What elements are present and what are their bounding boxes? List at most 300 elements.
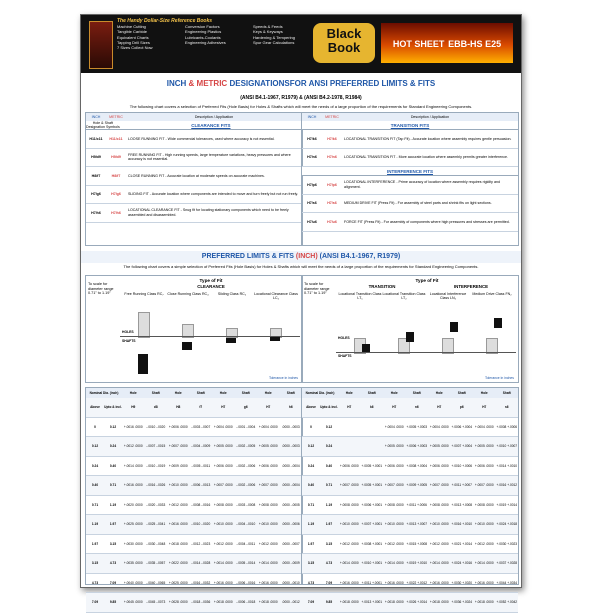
promo-item: Engineering Plastics bbox=[185, 29, 222, 35]
subhead-cell: H7 bbox=[482, 405, 487, 410]
col-inch: INCH bbox=[307, 115, 317, 119]
fit-row bbox=[86, 149, 302, 168]
table-cell: 7.09 bbox=[307, 600, 315, 605]
clearance-rows bbox=[86, 130, 302, 223]
table-cell: -.0008 -.0016 bbox=[191, 502, 211, 507]
head-cell: Hole bbox=[129, 391, 137, 395]
transition-interference-diagram bbox=[301, 275, 519, 383]
head-cell: Hole bbox=[480, 391, 488, 395]
col-desc: Description / Application bbox=[194, 115, 234, 119]
table-cell: 0.40 bbox=[109, 463, 117, 468]
logo-text-bottom: Book bbox=[327, 40, 361, 55]
table-cell: +.0016 .0000 bbox=[339, 580, 359, 585]
transition-limits-table bbox=[301, 387, 519, 605]
table-cell: 1.19 bbox=[325, 502, 333, 507]
table-cell: 4.73 bbox=[109, 561, 117, 566]
table-cell: 1.97 bbox=[307, 541, 315, 546]
interference-group-label: INTERFERENCE bbox=[453, 284, 489, 289]
table-cell: +.0013 +.0001 bbox=[361, 600, 383, 605]
table-cell: 9.85 bbox=[325, 600, 333, 605]
table-cell: +.0024 +.0018 bbox=[496, 522, 518, 527]
table-cell: +.0019 +.0010 bbox=[406, 561, 428, 566]
table-cell: +.0040 .0000 bbox=[123, 580, 143, 585]
clearance-fits-table bbox=[85, 112, 303, 246]
table-cell: 7.09 bbox=[109, 580, 117, 585]
subhead-cell: n6 bbox=[414, 405, 419, 410]
table-cell: .0000 -.0006 bbox=[281, 522, 300, 527]
table-head bbox=[86, 388, 302, 398]
col-metric: METRIC bbox=[325, 115, 339, 119]
table-cell: +.0018 .0000 bbox=[258, 600, 278, 605]
table-cell: 1.19 bbox=[307, 522, 315, 527]
table-cell: 1.97 bbox=[109, 522, 117, 527]
table-cell: -.0045 -.0073 bbox=[146, 600, 166, 605]
table-cell: +.0006 +.0004 bbox=[451, 424, 473, 429]
shaft-tolerance-bar bbox=[494, 318, 502, 328]
table-cell: +.0030 +.0020 bbox=[451, 580, 473, 585]
title-inch: (INCH) bbox=[295, 253, 318, 260]
table-cell: .0000 -.0005 bbox=[281, 502, 300, 507]
table-cell: -.0012 -.0023 bbox=[191, 541, 211, 546]
subhead-cell: Upto & incl. bbox=[104, 405, 122, 410]
table-cell: +.0014 .0000 bbox=[213, 561, 233, 566]
table-cell: -.0035 -.0057 bbox=[146, 561, 166, 566]
table-cell: +.0028 .0000 bbox=[168, 600, 188, 605]
promo-col-1 bbox=[117, 24, 181, 45]
table-cell: +.0052 +.0042 bbox=[496, 600, 518, 605]
table-cell: 1.19 bbox=[91, 522, 99, 527]
table-cell: 3.15 bbox=[307, 561, 315, 566]
table-cell: +.0014 +.0010 bbox=[496, 463, 518, 468]
title-pre: PREFERRED LIMITS & FITS bbox=[201, 253, 294, 260]
subhead-cell: H8 bbox=[176, 405, 181, 410]
table-cell: +.0004 .0000 bbox=[384, 424, 404, 429]
table-row bbox=[86, 593, 302, 613]
table-subhead bbox=[86, 398, 302, 418]
table-cell: 4.73 bbox=[325, 561, 333, 566]
table-subtitle bbox=[86, 121, 302, 130]
fit-row bbox=[302, 176, 518, 195]
table-head bbox=[302, 388, 518, 398]
table-cell: +.0013 +.0008 bbox=[451, 502, 473, 507]
subhead-cell: H7 bbox=[266, 405, 271, 410]
inch-designation: H7/u6 bbox=[307, 219, 317, 224]
sheet-header bbox=[81, 15, 521, 73]
table-cell: +.0007 .0000 bbox=[339, 483, 359, 488]
table-cell: .0000 -.0004 bbox=[281, 483, 300, 488]
table-cell: +.0004 .0000 bbox=[258, 424, 278, 429]
inch-designation: H7/g6 bbox=[91, 192, 101, 197]
section1-intro: The following chart covers a selection of Preferred Fits (Hole Basis) for Holes & Shafts which will meet the needs of a large proportion of the requirements for Standard Engineering Components. bbox=[129, 104, 473, 109]
inch-designation: H7/s6 bbox=[307, 201, 317, 206]
section2-title bbox=[81, 251, 521, 263]
clearance-fit-diagram bbox=[85, 275, 303, 383]
metric-designation: H8/f7 bbox=[111, 173, 121, 178]
table-cell: 0.40 bbox=[325, 463, 333, 468]
head-cell: Nominal Dia. (inch) bbox=[305, 391, 335, 395]
table-row bbox=[86, 457, 302, 477]
table-cell: -.0020 -.0033 bbox=[146, 502, 166, 507]
table-cell: +.0005 +.0001 bbox=[361, 483, 383, 488]
table-cell: -.0004 -.0009 bbox=[191, 444, 211, 449]
head-cell: Hole bbox=[435, 391, 443, 395]
table-cell: +.0010 .0000 bbox=[384, 522, 404, 527]
table-cell: +.0016 .0000 bbox=[213, 580, 233, 585]
fit-row bbox=[302, 130, 518, 149]
table-cell: +.0018 .0000 bbox=[168, 541, 188, 546]
table-cell: +.0005 .0000 bbox=[384, 444, 404, 449]
table-cell: +.0006 +.0003 bbox=[406, 444, 428, 449]
clearance-group-label: CLEARANCE bbox=[197, 284, 225, 289]
table-cell: 0.40 bbox=[307, 483, 315, 488]
table-cell: +.0012 .0000 bbox=[429, 541, 449, 546]
table-cell: 0.24 bbox=[91, 463, 99, 468]
fit-description: LOCATIONAL TRANSITION FIT (Tap Fit) - Accurate location where assembly requires gentle persuasion. bbox=[344, 136, 512, 141]
type-of-fit-label: Type of Fit bbox=[415, 278, 439, 283]
table-cell: 0.71 bbox=[307, 502, 315, 507]
table-cell: +.0016 .0000 bbox=[429, 580, 449, 585]
table-subtitle bbox=[302, 121, 518, 130]
hot-sheet-label: HOT SHEET bbox=[392, 39, 445, 49]
zero-line bbox=[336, 352, 516, 353]
metric-designation: H7/n6 bbox=[327, 155, 337, 160]
table-cell: +.0012 .0000 bbox=[123, 444, 143, 449]
table-cell: +.0004 .0000 bbox=[213, 424, 233, 429]
table-row bbox=[302, 457, 518, 477]
table-cell: +.0016 +.0010 bbox=[451, 522, 473, 527]
table-cell: +.0009 .0000 bbox=[168, 463, 188, 468]
transition-interference-table bbox=[301, 112, 519, 246]
subhead-cell: p6 bbox=[459, 405, 464, 410]
table-cell: 7.09 bbox=[91, 600, 99, 605]
table-cell: +.0008 +.0006 bbox=[496, 424, 518, 429]
table-cell: +.0024 +.0016 bbox=[451, 561, 473, 566]
subhead-cell: f7 bbox=[199, 405, 203, 410]
table-row bbox=[86, 574, 302, 594]
table-cell: -.0006 -.0016 bbox=[236, 580, 256, 585]
transition-rows bbox=[302, 130, 518, 232]
logo-text-top: Black bbox=[326, 26, 362, 41]
table-cell: +.0007 +.0001 bbox=[361, 522, 383, 527]
table-cell: +.0022 +.0012 bbox=[406, 580, 428, 585]
table-cell: +.0005 +.0003 bbox=[406, 424, 428, 429]
table-cell: +.0008 .0000 bbox=[339, 502, 359, 507]
fit-row bbox=[86, 204, 302, 223]
title-rest: DESIGNATIONSFOR ANSI PREFERRED LIMITS & FITS bbox=[229, 79, 436, 88]
table-cell: +.0006 .0000 bbox=[384, 463, 404, 468]
fit-col-label: Medium Drive Class FN₂ bbox=[472, 292, 512, 296]
table-cell: +.0013 +.0007 bbox=[406, 522, 428, 527]
table-cell: 1.97 bbox=[325, 522, 333, 527]
table-cell: -.0005 -.0011 bbox=[191, 463, 211, 468]
fit-description: CLOSE RUNNING FIT - Accurate location at moderate speeds on accurate machines. bbox=[128, 173, 265, 178]
table-cell: +.0016 .0000 bbox=[258, 580, 278, 585]
table-cell: +.0022 .0000 bbox=[168, 561, 188, 566]
promo-block bbox=[117, 19, 317, 69]
table-cell: +.0016 .0000 bbox=[384, 580, 404, 585]
promo-item: Machine Cutting bbox=[117, 24, 146, 30]
table-cell: +.0011 +.0001 bbox=[361, 580, 382, 585]
promo-item: Keys & Keyways bbox=[253, 29, 283, 35]
head-cell: Shaft bbox=[196, 391, 205, 395]
inch-designation: H7/p6 bbox=[307, 182, 317, 187]
head-cell: Hole bbox=[264, 391, 272, 395]
table-cell: +.0012 .0000 bbox=[474, 541, 494, 546]
head-cell: Hole bbox=[345, 391, 353, 395]
table-cell: +.0009 +.0005 bbox=[406, 483, 428, 488]
table-cell: +.0004 .0000 bbox=[429, 424, 449, 429]
transition-group-label: TRANSITION bbox=[368, 284, 396, 289]
table-cell: 0 bbox=[94, 424, 96, 429]
section2-intro: The following chart covers a simple selection of Preferred Fits (Hole Basis) for Holes & Shafts which will meet the needs of a large proportion of the requirements for Standard Engineering Components. bbox=[123, 264, 479, 269]
inch-designation: H9/d9 bbox=[91, 155, 101, 160]
table-cell: +.0025 .0000 bbox=[168, 580, 188, 585]
table-subhead bbox=[302, 398, 518, 418]
table-cell: +.0007 .0000 bbox=[213, 483, 233, 488]
fit-row bbox=[302, 149, 518, 168]
table-cell: +.0011 +.0007 bbox=[451, 483, 472, 488]
table-cell: +.0012 .0000 bbox=[168, 502, 188, 507]
head-cell: Shaft bbox=[241, 391, 250, 395]
inch-designation: H7/n6 bbox=[307, 155, 317, 160]
table-cell: +.0016 .0000 bbox=[168, 522, 188, 527]
clearance-fits-heading: CLEARANCE FITS bbox=[191, 122, 231, 128]
table-cell: -.0007 -.0015 bbox=[146, 444, 166, 449]
promo-item: Tapping Drill Sizes bbox=[117, 39, 150, 45]
table-cell: 0.12 bbox=[109, 424, 117, 429]
table-row bbox=[302, 418, 518, 438]
table-cell: .0000 -.0004 bbox=[281, 463, 300, 468]
table-cell: 1.97 bbox=[91, 541, 99, 546]
fit-row bbox=[302, 195, 518, 214]
table-cell: -.0030 -.0048 bbox=[146, 541, 166, 546]
metric-designation: H7/k6 bbox=[327, 136, 337, 141]
table-row bbox=[302, 515, 518, 535]
table-cell: +.0016 +.0012 bbox=[496, 483, 518, 488]
table-cell: +.0020 .0000 bbox=[123, 502, 143, 507]
fit-description: MEDIUM DRIVE FIT (Press Fit) - For assembly of steel parts and shrink fits on light sections. bbox=[344, 201, 492, 206]
subhead-cell: Upto & incl. bbox=[320, 405, 338, 410]
table-body bbox=[86, 398, 302, 613]
fit-description: LOCATIONAL TRANSITION FIT - More accurate location where assembly permits greater interference. bbox=[344, 155, 509, 160]
table-row bbox=[86, 418, 302, 438]
col-inch: INCH bbox=[91, 115, 101, 119]
hole-tolerance-bar bbox=[138, 312, 150, 338]
table-cell: -.0016 -.0026 bbox=[146, 483, 166, 488]
table-cell: +.0006 .0000 bbox=[429, 463, 449, 468]
table-cell: +.0014 .0000 bbox=[123, 463, 143, 468]
table-cell: +.0007 .0000 bbox=[168, 444, 188, 449]
table-cell: -.0002 -.0006 bbox=[236, 463, 256, 468]
table-cell: 0.40 bbox=[91, 483, 99, 488]
fit-description: FREE RUNNING FIT - High running speeds, large temperature variations, heavy pressures and where accuracy is not essential. bbox=[128, 152, 291, 162]
subhead-cell: Above bbox=[306, 405, 316, 410]
table-row bbox=[302, 437, 518, 457]
table-cell: +.0005 .0000 bbox=[429, 444, 449, 449]
promo-item: Tangible Carbide bbox=[117, 29, 148, 35]
table-cell: -.0002 -.0006 bbox=[236, 483, 256, 488]
table-cell: -.0040 -.0065 bbox=[146, 580, 166, 585]
metric-designation: H7/g6 bbox=[111, 192, 121, 197]
subhead-cell: h6 bbox=[288, 405, 293, 410]
shaft-tolerance-bar bbox=[138, 354, 148, 374]
table-cell: +.0016 .0000 bbox=[123, 483, 143, 488]
promo-footer: 7 Sizes Collect Now bbox=[117, 45, 153, 51]
table-row bbox=[86, 476, 302, 496]
table-cell: +.0008 +.0004 bbox=[406, 463, 428, 468]
table-cell: -.0010 -.0020 bbox=[191, 522, 211, 527]
subhead-cell: Above bbox=[90, 405, 100, 410]
table-cell: 0.24 bbox=[307, 463, 315, 468]
table-cell: 3.15 bbox=[325, 541, 333, 546]
fit-col-label: Locational Transition Class LT₂ bbox=[382, 292, 426, 301]
table-cell: +.0005 +.0001 bbox=[361, 463, 383, 468]
fit-description: SLIDING FIT - Accurate location where components are intended to move and turn freely but not run freely. bbox=[128, 192, 299, 197]
subhead-cell: g6 bbox=[243, 405, 248, 410]
table-cell: 0.12 bbox=[91, 444, 99, 449]
table-cell: +.0019 +.0014 bbox=[496, 502, 518, 507]
subhead-cell: k6 bbox=[369, 405, 374, 410]
inch-designation: H7/k6 bbox=[307, 136, 317, 141]
table-cell: -.0010 -.0020 bbox=[146, 424, 166, 429]
promo-title: The Handy Dollar-Size Reference Books bbox=[117, 18, 213, 24]
metric-designation: H7/s6 bbox=[327, 201, 337, 206]
table-cell: +.0007 .0000 bbox=[384, 483, 404, 488]
table-cell: +.0010 .0000 bbox=[168, 483, 188, 488]
table-cell: +.0018 .0000 bbox=[474, 600, 494, 605]
metric-designation: H7/h6 bbox=[111, 210, 121, 215]
subhead-cell: H7 bbox=[437, 405, 442, 410]
black-book-logo bbox=[313, 23, 375, 63]
promo-item: Spur Gear Calculations bbox=[253, 39, 295, 45]
table-row bbox=[302, 476, 518, 496]
subhead-cell: H7 bbox=[392, 405, 397, 410]
interference-fits-heading: INTERFERENCE FITS bbox=[386, 168, 433, 174]
shafts-label: SHAFTS bbox=[122, 339, 136, 343]
table-cell: -.0025 -.0041 bbox=[146, 522, 166, 527]
zero-line bbox=[120, 336, 300, 337]
table-cell: +.0018 .0000 bbox=[213, 600, 233, 605]
table-cell: +.0008 .0000 bbox=[258, 502, 278, 507]
table-header bbox=[302, 113, 518, 121]
table-cell: +.0007 .0000 bbox=[258, 483, 278, 488]
col-metric: METRIC bbox=[109, 115, 123, 119]
table-cell: +.0008 .0000 bbox=[429, 502, 449, 507]
type-of-fit-label: Type of Fit bbox=[199, 278, 223, 283]
hot-sheet-code: EBB-HS E25 bbox=[448, 39, 502, 49]
table-cell: +.0012 .0000 bbox=[339, 541, 359, 546]
table-cell: 0.24 bbox=[325, 444, 333, 449]
table-cell: -.0002 -.0005 bbox=[236, 444, 256, 449]
fit-description: LOCATIONAL CLEARANCE FIT - Snug fit for locating stationary components which need to be freely assembled and disassembled. bbox=[128, 208, 289, 217]
fit-row bbox=[302, 213, 518, 232]
table-cell: -.0001 -.0004 bbox=[236, 424, 256, 429]
hot-sheet-page bbox=[80, 14, 522, 605]
inch-designation: H11/c11 bbox=[89, 136, 103, 141]
table-cell: +.0005 .0000 bbox=[213, 444, 233, 449]
promo-item: Hardening & Tempering bbox=[253, 34, 295, 40]
promo-item: Engineering Adhesives bbox=[185, 39, 226, 45]
metric-designation: H9/d9 bbox=[111, 155, 121, 160]
table-cell: 7.09 bbox=[325, 580, 333, 585]
table-header bbox=[86, 113, 302, 121]
col-desc: Description / Application bbox=[410, 115, 450, 119]
fit-col-label: Sliding Class RC₂ bbox=[217, 292, 247, 296]
table-row bbox=[302, 593, 518, 613]
title-and: & bbox=[188, 79, 195, 88]
table-cell: +.0021 +.0014 bbox=[451, 541, 473, 546]
scale-note: To scale for diameter range 0.71" to 1.19" bbox=[304, 282, 330, 296]
table-cell: +.0018 .0000 bbox=[339, 600, 359, 605]
table-cell: +.0008 +.0001 bbox=[361, 541, 383, 546]
title-inch: INCH bbox=[166, 79, 187, 88]
table-cell: 0.12 bbox=[307, 444, 315, 449]
transition-fits-heading: TRANSITION FITS bbox=[390, 122, 430, 128]
table-cell: +.0016 .0000 bbox=[474, 580, 494, 585]
table-cell: +.0030 .0000 bbox=[123, 541, 143, 546]
table-cell: +.0010 +.0001 bbox=[361, 561, 383, 566]
table-cell: -.0014 -.0028 bbox=[191, 561, 211, 566]
table-cell: 1.19 bbox=[109, 502, 117, 507]
promo-item: Lubricants-Coolants bbox=[185, 34, 221, 40]
table-cell: +.0026 +.0014 bbox=[406, 600, 428, 605]
table-cell: +.0010 .0000 bbox=[339, 522, 359, 527]
table-cell: .0000 -.0009 bbox=[281, 561, 300, 566]
subhead-cell: H7 bbox=[347, 405, 352, 410]
table-cell: +.0025 .0000 bbox=[123, 522, 143, 527]
head-cell: Hole bbox=[390, 391, 398, 395]
table-cell: +.0006 .0000 bbox=[213, 463, 233, 468]
shaft-tolerance-bar bbox=[182, 342, 192, 350]
metric-designation: H7/u6 bbox=[327, 219, 337, 224]
table-cell: +.0007 .0000 bbox=[429, 483, 449, 488]
table-cell: -.0003 -.0007 bbox=[191, 424, 211, 429]
col-symbols: Hole & Shaft Designation Symbols bbox=[86, 121, 120, 129]
table-cell: +.0010 .0000 bbox=[429, 522, 449, 527]
table-cell: +.0008 .0000 bbox=[474, 502, 494, 507]
head-cell: Shaft bbox=[502, 391, 511, 395]
fit-row bbox=[86, 130, 302, 149]
table-cell: +.0006 .0000 bbox=[474, 463, 494, 468]
head-cell: Shaft bbox=[412, 391, 421, 395]
subhead-cell: d8 bbox=[153, 405, 158, 410]
section1-title bbox=[81, 79, 521, 88]
table-cell: +.0016 .0000 bbox=[123, 424, 143, 429]
subhead-cell: s6 bbox=[504, 405, 509, 410]
head-cell: Nominal Dia. (inch) bbox=[89, 391, 119, 395]
table-cell: +.0006 .0000 bbox=[339, 463, 359, 468]
table-cell: +.0014 .0000 bbox=[384, 561, 404, 566]
table-cell: +.0004 .0000 bbox=[474, 424, 494, 429]
tolerance-label: Tolerance in inches bbox=[268, 376, 298, 380]
holes-label: HOLES bbox=[338, 336, 350, 340]
table-cell: +.0014 .0000 bbox=[474, 561, 494, 566]
table-cell: -.0018 -.0036 bbox=[191, 600, 211, 605]
head-cell: Hole bbox=[219, 391, 227, 395]
table-cell: -.0004 -.0011 bbox=[236, 541, 256, 546]
head-cell: Shaft bbox=[151, 391, 160, 395]
table-cell: +.0018 .0000 bbox=[384, 600, 404, 605]
table-row bbox=[86, 554, 302, 574]
table-cell: +.0014 .0000 bbox=[339, 561, 359, 566]
table-cell: +.0010 +.0006 bbox=[451, 463, 473, 468]
table-row bbox=[86, 437, 302, 457]
book-cover-image bbox=[89, 21, 113, 69]
promo-item: Equivalent Charts bbox=[117, 34, 149, 40]
table-cell: +.0010 .0000 bbox=[474, 522, 494, 527]
head-cell: Shaft bbox=[367, 391, 376, 395]
table-cell: +.0006 .0000 bbox=[168, 424, 188, 429]
